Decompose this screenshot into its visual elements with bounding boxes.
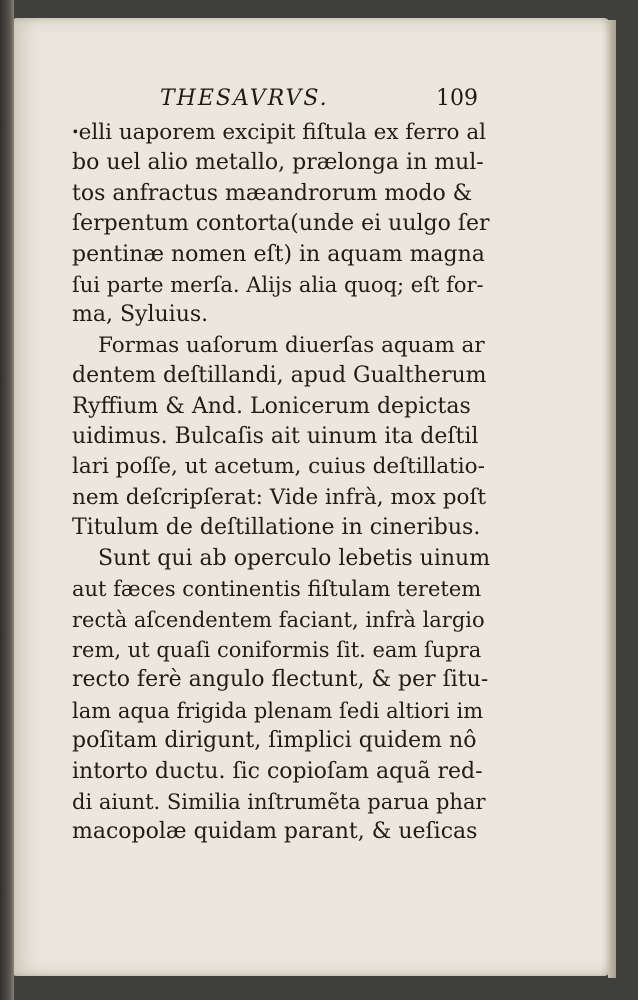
page-number: 109 bbox=[436, 86, 478, 111]
paragraph-start-line: Sunt qui ab operculo lebetis uinum bbox=[98, 545, 491, 571]
text-line: tos anfractus mæandrorum modo & bbox=[72, 180, 473, 206]
text-line: ma, Syluius. bbox=[72, 302, 209, 328]
text-line: poſitam dirigunt, ſimplici quidem nô bbox=[72, 728, 477, 754]
text-line: rectà aſcendentem faciant, infrà largio bbox=[72, 607, 485, 632]
text-line: pentinæ nomen eſt) in aquam magna bbox=[72, 241, 485, 267]
paragraph-start-line: Formas uaſorum diuerſas aquam ar bbox=[98, 332, 485, 358]
text-line: aut fæces continentis fiſtulam teretem bbox=[72, 577, 482, 602]
body-text bbox=[72, 118, 490, 848]
text-line: di aiunt. Similia inſtrumẽta parua phar bbox=[72, 789, 486, 814]
text-line: recto ferè angulo flectunt, & per ſitu- bbox=[72, 667, 489, 693]
text-line: Titulum de deſtillatione in cineribus. bbox=[72, 515, 481, 541]
text-line: ſerpentum contorta(unde ei uulgo ſer bbox=[72, 211, 490, 237]
book-cover-edge bbox=[0, 0, 14, 1000]
text-line: rem, ut quaſi coniformis ſit. eam ſupra bbox=[72, 637, 482, 662]
text-line: intorto ductu. ſic copioſam aquã red- bbox=[72, 758, 483, 784]
text-line: dentem deſtillandi, apud Gualtherum bbox=[72, 363, 487, 389]
text-line: lari poſſe, ut acetum, cuius deſtillatio- bbox=[72, 454, 485, 480]
text-line: bo uel alio metallo, prælonga in mul- bbox=[72, 150, 484, 176]
text-line: lam aqua frigida plenam ſedi altiori im bbox=[72, 698, 484, 723]
text-line: nem deſcripſerat: Vide infrà, mox poſt bbox=[72, 484, 487, 510]
text-line: macopolæ quidam parant, & ueſicas bbox=[72, 819, 478, 845]
text-line: ꞏelli uaporem excipit fiſtula ex ferro al bbox=[72, 120, 487, 145]
text-line: Ryffium & And. Lonicerum depictas bbox=[72, 393, 471, 419]
text-line: ſui parte merſa. Alijs alia quoq; eſt for- bbox=[72, 273, 484, 298]
running-title: THESAVRVS. bbox=[160, 86, 329, 111]
text-line: uidimus. Bulcaſis ait uinum ita deſtil bbox=[72, 424, 479, 450]
